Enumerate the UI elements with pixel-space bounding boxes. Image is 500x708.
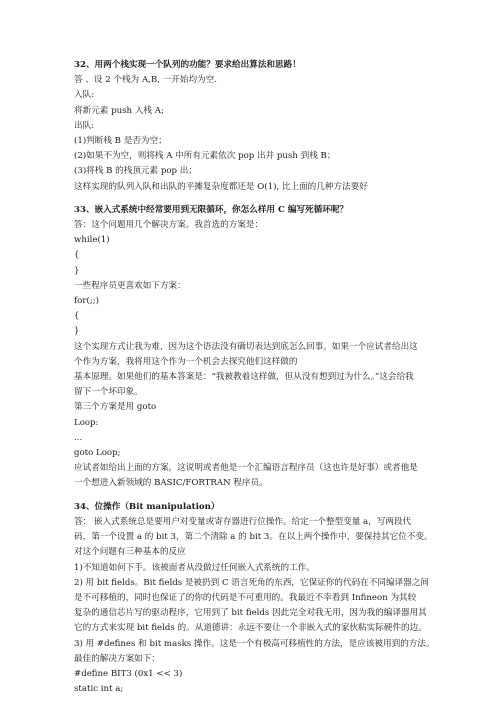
text-line: 基本原理。如果他们的基本答案是：“我被教着这样做，但从没有想到过为什么。”这会给我 — [74, 372, 414, 383]
text-line: 一些程序员更喜欢如下方案： — [74, 280, 186, 291]
question-32-body — [74, 73, 470, 195]
code-line: Loop: — [74, 417, 99, 428]
code-line: { — [74, 250, 80, 261]
text-line: (3)将栈 B 的栈顶元素 pop 出； — [74, 166, 197, 177]
code-line: } — [74, 326, 80, 337]
text-line: 复杂的通信芯片写的驱动程序，它用到了 bit fields 因此完全对我无用，因为我的编译器用其 — [74, 608, 427, 619]
text-line: 码，第一个设置 a 的 bit 3，第二个清除 a 的 bit 3。在以上两个操作中，要保持其它位不变。 — [74, 532, 433, 543]
text-line: 答：这个问题用几个解决方案。我首选的方案是： — [74, 220, 264, 231]
question-32-heading: 32、用两个栈实现一个队列的功能？要求给出算法和思路！ — [74, 60, 301, 70]
text-line: 入队: — [74, 90, 95, 101]
text-line: 对这个问题有三种基本的反应 — [74, 547, 186, 558]
text-line: 3) 用 #defines 和 bit masks 操作。这是一个有极高可移植性的方法，是应该被用到的方法。 — [74, 638, 435, 649]
text-line: 答 、设 2 个栈为 A,B, 一开始均为空. — [74, 75, 217, 86]
text-line: 个作为方案，我将用这个作为一个机会去探究他们这样做的 — [74, 356, 298, 367]
question-34-heading: 34、位操作（Bit manipulation） — [74, 501, 220, 512]
text-line: 出队: — [74, 120, 95, 131]
question-33-heading: 33、嵌入式系统中经常要用到无限循环，你怎么样用 C 编写死循环呢？ — [74, 204, 349, 215]
text-line: (2)如果不为空，则将栈 A 中所有元素依次 pop 出并 push 到栈 B； — [74, 151, 336, 162]
code-line: for(;;) — [74, 296, 99, 307]
text-line: 2) 用 bit fields。Bit fields 是被扔到 C 语言死角的东西，它保证你的代码在不同编译器之间 — [74, 577, 429, 588]
code-line: } — [74, 265, 80, 276]
text-line: (1)判断栈 B 是否为空； — [74, 136, 167, 147]
text-line: 留下一个坏印象。 — [74, 387, 143, 398]
code-line: ... — [74, 432, 83, 443]
question-34-body — [74, 515, 470, 697]
code-line: while(1) — [74, 235, 110, 246]
code-line: { — [74, 311, 80, 322]
text-line: 答： 嵌入式系统总是要用户对变量或寄存器进行位操作。给定一个整型变量 a，写两段代 — [74, 516, 412, 527]
code-line: goto Loop; — [74, 448, 121, 459]
text-line: 应试者如给出上面的方案，这说明或者他是一个汇编语言程序员（这也许是好事）或者他是 — [74, 463, 418, 474]
text-line: 一个想进入新领域的 BASIC/FORTRAN 程序员。 — [74, 478, 268, 489]
code-line: static int a; — [74, 684, 124, 695]
text-line: 1)不知道如何下手。该被面者从没做过任何嵌入式系统的工作。 — [74, 562, 315, 573]
text-line: 这样实现的队列入队和出队的平摊复杂度都还是 O(1), 比上面的几种方法要好 — [74, 181, 368, 192]
question-33-body — [74, 218, 470, 492]
text-line: 它的方式来实现 bit fields 的。从道德讲：永远不要让一个非嵌入式的家伙粘实际硬件的边。 — [74, 623, 427, 634]
text-line: 最佳的解决方案如下： — [74, 653, 160, 664]
text-line: 这个实现方式让我为难，因为这个语法没有确切表达到底怎么回事。如果一个应试者给出这 — [74, 341, 418, 352]
code-line: #define BIT3 (0x1 << 3) — [74, 668, 183, 679]
text-line: 第三个方案是用 goto — [74, 402, 157, 413]
text-line: 将新元素 push 入栈 A; — [74, 105, 164, 116]
text-line: 是不可移植的，同时也保证了的你的代码是不可重用的。我最近不幸看到 Infineon 为其较 — [74, 592, 417, 603]
